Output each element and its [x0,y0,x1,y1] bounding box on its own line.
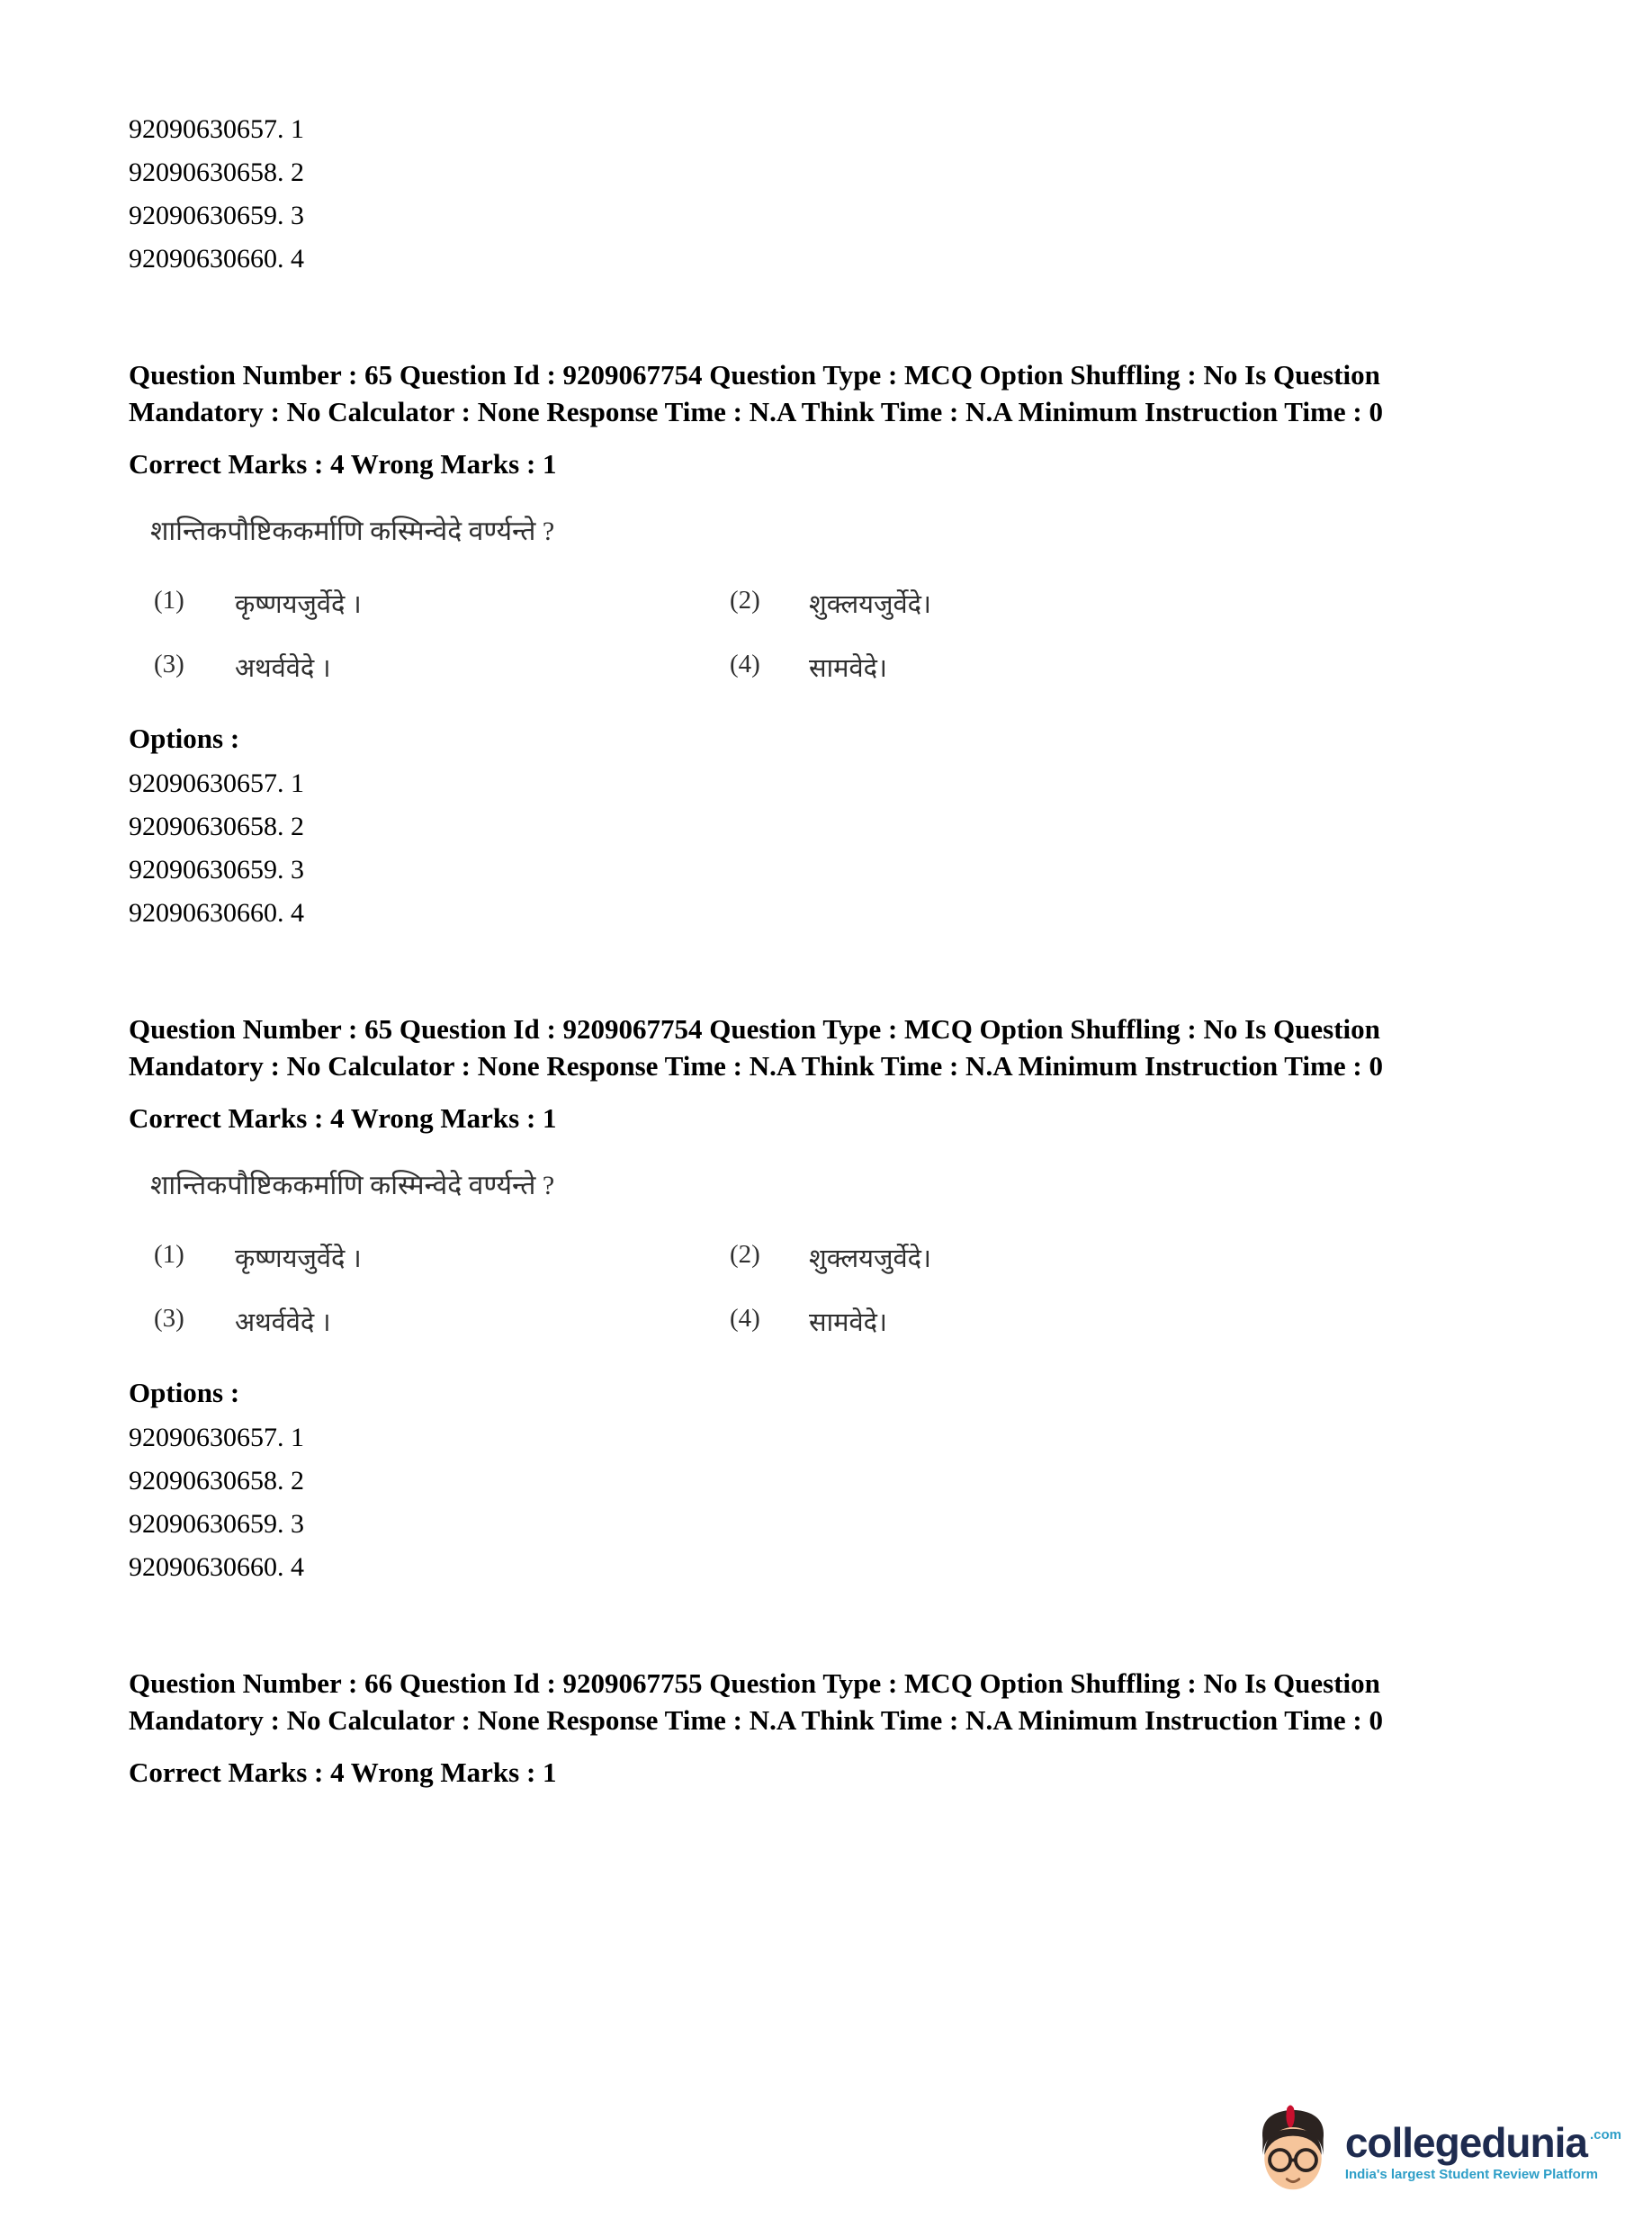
option-id-line: 92090630657. 1 [129,768,304,798]
option-id-line: 92090630660. 4 [129,898,304,928]
choice-label: (4) [730,1304,760,1333]
choice-text: शुक्लयजुर्वेदे। [809,1244,932,1273]
option-id-line: 92090630658. 2 [129,157,304,187]
choice-text: शुक्लयजुर्वेदे। [809,590,932,619]
brand-line [1344,2119,1621,2166]
choice-text: सामवेदे। [809,1308,887,1337]
choice-text: सामवेदे। [809,654,887,683]
option-id-line: 92090630660. 4 [129,244,304,274]
choice-label: (4) [730,650,760,678]
choice-label: (1) [154,586,184,615]
option-id-line: 92090630657. 1 [129,114,304,144]
choice-label: (3) [154,1304,184,1333]
question-block-66 [129,1665,1526,1791]
question-marks: Correct Marks : 4 Wrong Marks : 1 [129,1102,557,1134]
question-meta: Question Number : 65 Question Id : 9209067754 Question Type : MCQ Option Shuffling : No Is Question Mandatory : No Calculator : None Response Time : N.A Think Time : N.A Minimum Instruction Time : 0 [129,1013,1383,1082]
option-id-line: 92090630659. 3 [129,1509,304,1539]
choice-label: (3) [154,650,184,678]
option-id-line: 92090630657. 1 [129,1423,304,1452]
logo-text-column [1344,2119,1621,2182]
question-block-65-b [129,1011,1526,1589]
choice-text: अथर्ववेदे । [235,1308,331,1337]
question-meta: Question Number : 65 Question Id : 9209067754 Question Type : MCQ Option Shuffling : No Is Question Mandatory : No Calculator : None Response Time : N.A Think Time : N.A Minimum Instruction Time : 0 [129,359,1383,427]
choice-text: कृष्णयजुर्वेदे । [235,1244,362,1273]
options-heading: Options : [129,723,240,754]
option-id-line: 92090630659. 3 [129,855,304,885]
choice-text: कृष्णयजुर्वेदे । [235,590,362,619]
choices-grid [129,586,1253,685]
mascot-icon [1253,2105,1333,2199]
choices-grid [129,1240,1253,1339]
option-id-line: 92090630659. 3 [129,201,304,230]
question-text: शान्तिकपौष्टिककर्माणि कस्मिन्वेदे वर्ण्यन्ते ? [150,1171,555,1200]
brand-suffix: .com [1589,2127,1621,2143]
choice-label: (2) [730,1240,760,1269]
question-marks: Correct Marks : 4 Wrong Marks : 1 [129,1756,557,1788]
question-marks: Correct Marks : 4 Wrong Marks : 1 [129,448,557,480]
collegedunia-logo [1253,2105,1621,2199]
leading-options-list [129,108,1526,281]
options-list [129,1416,1526,1589]
choice-label: (1) [154,1240,184,1269]
question-text: शान्तिकपौष्टिककर्माणि कस्मिन्वेदे वर्ण्यन्ते ? [150,517,555,546]
brand-tagline: India's largest Student Review Platform [1344,2167,1598,2182]
choice-label: (2) [730,586,760,615]
question-block-65-a [129,356,1526,935]
option-id-line: 92090630660. 4 [129,1552,304,1582]
choice-text: अथर्ववेदे । [235,654,331,683]
option-id-line: 92090630658. 2 [129,812,304,841]
option-id-line: 92090630658. 2 [129,1466,304,1496]
question-meta: Question Number : 66 Question Id : 9209067755 Question Type : MCQ Option Shuffling : No Is Question Mandatory : No Calculator : None Response Time : N.A Think Time : N.A Minimum Instruction Time : 0 [129,1667,1383,1736]
options-heading: Options : [129,1377,240,1408]
options-list [129,762,1526,935]
brand-text: collegedunia [1344,2119,1587,2166]
